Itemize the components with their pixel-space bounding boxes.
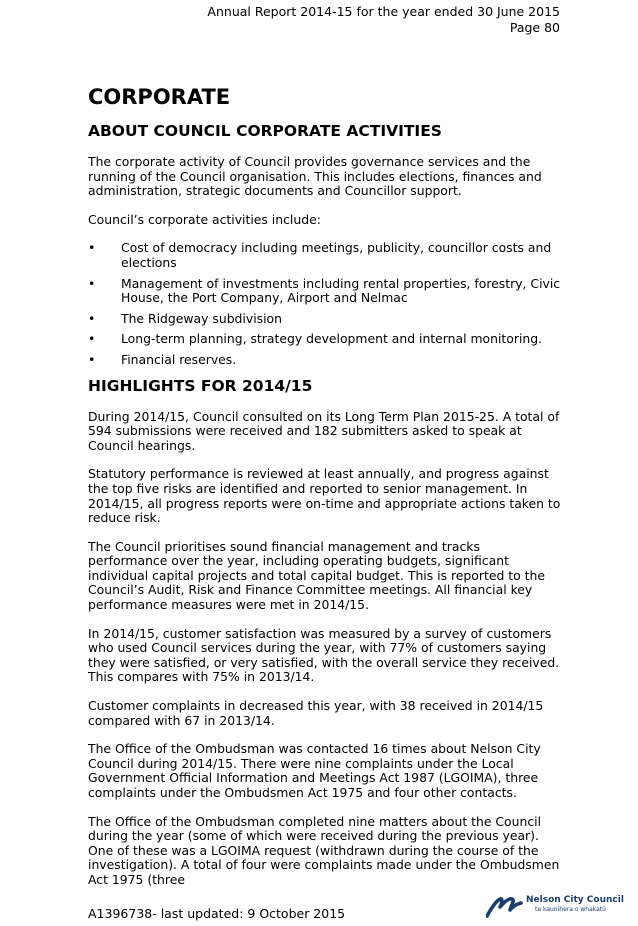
activities-list [88,241,563,367]
list-item [88,312,563,327]
highlights-paragraph: The Office of the Ombudsman completed nine matters about the Council during the year (some of which were received during the previous year). One of these was a LGOIMA request (withdrawn during the course of the investigation). A total of four were complaints made under the Ombudsmen Act 1975 (three [88,813,560,887]
council-tagline: te kaunihera o whakatū [535,906,606,913]
list-item-text: Financial reserves. [121,351,237,367]
about-section [88,121,563,368]
page-title: CORPORATE [88,85,231,109]
bullet-icon: • [88,351,96,367]
document-reference: A1396738- last updated: 9 October 2015 [88,906,346,921]
highlights-paragraph: In 2014/15, customer satisfaction was measured by a survey of customers who used Council services during the year, with 77% of customers saying they were satisfied, or very satisfied, with the overall service they received. This compares with 75% in 2013/14. [88,625,560,685]
council-logo-icon [486,895,524,919]
list-item-text: Cost of democracy including meetings, publicity, councillor costs and elections [121,240,552,270]
bullet-icon: • [88,331,96,347]
list-item [88,241,563,270]
activities-intro: Council’s corporate activities include: [88,211,321,227]
bullet-icon: • [88,275,96,291]
report-title: Annual Report 2014-15 for the year ended 30 June 2015 [207,4,560,19]
highlights-paragraph: The Council prioritises sound financial management and tracks performance over the year, including operating budgets, significant individual capital projects and total capital budget. This is reported to the Council’s Audit, Risk and Finance Committee meetings. All financial key performance measures were met in 2014/15. [88,538,545,613]
highlights-paragraph: Customer complaints in decreased this year, with 38 received in 2014/15 compared with 67 in 2013/14. [88,698,544,728]
about-paragraph: The corporate activity of Council provides governance services and the running of the Council organisation. This includes elections, finances and administration, strategic documents and Councillor support. [88,154,542,199]
highlights-paragraph: The Office of the Ombudsman was contacted 16 times about Nelson City Council during 2014/15. There were nine complaints under the Local Government Official Information and Meetings Act 1987 (LGOIMA), three complaints under the Ombudsmen Act 1975 and four other contacts. [88,741,541,800]
document-body [88,84,563,902]
list-item-text: Management of investments including rental properties, forestry, Civic House, the Port Company, Airport and Nelmac [121,275,561,306]
list-item [88,277,563,306]
about-heading: ABOUT COUNCIL CORPORATE ACTIVITIES [88,122,442,140]
highlights-section [88,376,563,888]
bullet-icon: • [88,310,96,326]
list-item-text: The Ridgeway subdivision [121,310,282,326]
council-name: Nelson City Council [526,895,624,905]
list-item-text: Long-term planning, strategy development and internal monitoring. [121,331,543,347]
highlights-paragraph: Statutory performance is reviewed at least annually, and progress against the top five risks are identified and reported to senior management. In 2014/15, all progress reports were on-time and appropriate actions taken to reduce risk. [88,466,561,526]
list-item [88,353,563,368]
highlights-heading: HIGHLIGHTS FOR 2014/15 [88,376,313,395]
bullet-icon: • [88,240,96,256]
council-logo [486,893,624,921]
running-header [207,4,560,36]
page-number: Page 80 [509,20,560,35]
list-item [88,332,563,347]
highlights-paragraph: During 2014/15, Council consulted on its Long Term Plan 2015-25. A total of 594 submissions were received and 182 submitters asked to speak at Council hearings. [88,408,560,453]
